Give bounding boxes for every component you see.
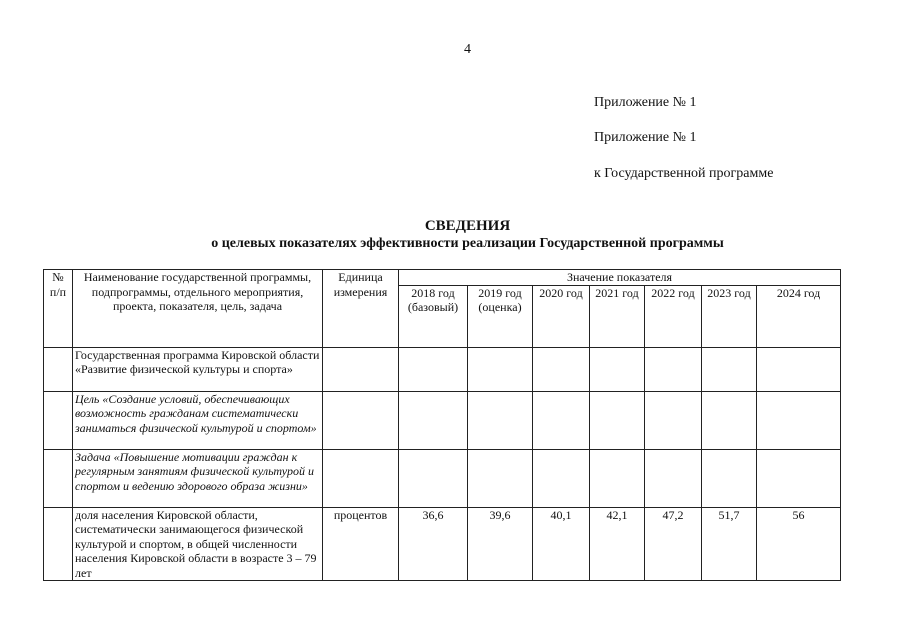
header-number: № п/п — [44, 270, 73, 348]
table-row — [44, 449, 841, 507]
header-year-2018: 2018 год (базовый) — [399, 285, 468, 347]
header-unit: Единица измерения — [323, 270, 399, 348]
row-name-cell: доля населения Кировской области, систематически занимающегося физической культурой и спортом, в общей численности населения Кировской области в возрасте 3 – 79 лет — [73, 507, 323, 581]
row-number-cell — [44, 507, 73, 581]
row-number-cell — [44, 347, 73, 391]
header-values-group: Значение показателя — [399, 270, 841, 286]
value-cell — [590, 391, 645, 449]
value-cell-2024: 56 — [757, 507, 841, 581]
value-cell — [757, 449, 841, 507]
value-cell — [590, 449, 645, 507]
table-row — [44, 347, 841, 391]
document-subtitle: о целевых показателях эффективности реализации Государственной программы — [211, 236, 724, 251]
value-cell — [645, 449, 702, 507]
value-cell-2022: 47,2 — [645, 507, 702, 581]
value-cell — [399, 449, 468, 507]
value-cell — [399, 391, 468, 449]
header-year-2019: 2019 год (оценка) — [468, 285, 533, 347]
page-number: 4 — [464, 42, 471, 57]
row-unit-cell — [323, 449, 399, 507]
row-unit-cell — [323, 391, 399, 449]
value-cell — [590, 347, 645, 391]
value-cell — [702, 347, 757, 391]
header-name: Наименование государственной программы, подпрограммы, отдельного мероприятия, проекта, показателя, цель, задача — [73, 270, 323, 348]
value-cell — [757, 391, 841, 449]
value-cell-2020: 40,1 — [533, 507, 590, 581]
row-unit-cell — [323, 347, 399, 391]
value-cell-2023: 51,7 — [702, 507, 757, 581]
value-cell — [399, 347, 468, 391]
header-year-2020: 2020 год — [533, 285, 590, 347]
appendix-line-2: Приложение № 1 — [594, 130, 697, 145]
value-cell-2019: 39,6 — [468, 507, 533, 581]
row-name-cell: Государственная программа Кировской области «Развитие физической культуры и спорта» — [73, 347, 323, 391]
row-name-cell: Задача «Повышение мотивации граждан к регулярным занятиям физической культурой и спортом и ведению здорового образа жизни» — [73, 449, 323, 507]
value-cell — [533, 391, 590, 449]
row-number-cell — [44, 391, 73, 449]
document-title: СВЕДЕНИЯ — [424, 218, 511, 234]
table-row — [44, 507, 841, 581]
value-cell — [702, 391, 757, 449]
value-cell — [533, 347, 590, 391]
header-year-2023: 2023 год — [702, 285, 757, 347]
value-cell — [468, 449, 533, 507]
table-row — [44, 391, 841, 449]
row-number-cell — [44, 449, 73, 507]
value-cell — [757, 347, 841, 391]
header-year-2024: 2024 год — [757, 285, 841, 347]
value-cell-2018: 36,6 — [399, 507, 468, 581]
value-cell — [468, 347, 533, 391]
value-cell-2021: 42,1 — [590, 507, 645, 581]
row-unit-cell: процентов — [323, 507, 399, 581]
indicators-table — [43, 269, 841, 581]
row-name-cell: Цель «Создание условий, обеспечивающих возможность гражданам систематически заниматься физической культурой и спортом» — [73, 391, 323, 449]
header-year-2022: 2022 год — [645, 285, 702, 347]
appendix-line-1: Приложение № 1 — [594, 95, 697, 110]
value-cell — [702, 449, 757, 507]
value-cell — [645, 391, 702, 449]
header-year-2021: 2021 год — [590, 285, 645, 347]
value-cell — [645, 347, 702, 391]
value-cell — [468, 391, 533, 449]
value-cell — [533, 449, 590, 507]
appendix-line-3: к Государственной программе — [594, 166, 774, 181]
